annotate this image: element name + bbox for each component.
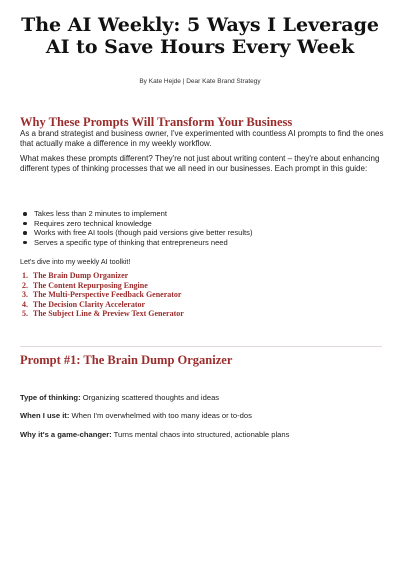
bullet-dot-icon — [23, 241, 27, 245]
bullet-dot-icon — [23, 231, 27, 235]
detail-label: Type of thinking: — [20, 393, 81, 402]
toolkit-lead-in: Let's dive into my weekly AI toolkit! — [20, 257, 131, 266]
toolkit-item-number: 4. — [22, 299, 28, 309]
toolkit-item-number: 5. — [22, 309, 28, 319]
toolkit-item[interactable] — [22, 309, 352, 319]
detail-text: Turns mental chaos into structured, actionable plans — [113, 430, 290, 439]
toolkit-item-label: The Content Repurposing Engine — [32, 280, 148, 290]
prompt-1-detail-why — [20, 430, 385, 440]
prompt-1-heading: Prompt #1: The Brain Dump Organizer — [20, 353, 233, 367]
section-divider — [20, 346, 382, 347]
toolkit-list — [22, 271, 352, 319]
toolkit-item-label: The Brain Dump Organizer — [32, 271, 129, 280]
toolkit-item[interactable] — [22, 300, 352, 310]
benefit-item — [20, 228, 380, 238]
toolkit-item-number: 3. — [22, 290, 28, 300]
intro-paragraph-1: As a brand strategist and business owner, I've experimented with countless AI prompts to find the ones that actually make a difference in my weekly workflow. — [20, 129, 384, 148]
detail-text: Organizing scattered thoughts and ideas — [82, 393, 220, 402]
toolkit-item-label: The Decision Clarity Accelerator — [32, 299, 146, 309]
intro-paragraph-2: What makes these prompts different? They're not just about writing content – they're about enhancing different types of thinking processes that we all need in our businesses. Each prompt in this guide: — [20, 154, 380, 173]
toolkit-item-number: 2. — [22, 280, 28, 290]
benefit-text: Works with free AI tools (though paid versions give better results) — [34, 228, 253, 237]
prompt-1-detail-when — [20, 411, 385, 421]
toolkit-item-label: The Subject Line & Preview Text Generator — [32, 309, 184, 319]
toolkit-item[interactable] — [22, 271, 352, 281]
toolkit-item-number: 1. — [22, 271, 28, 280]
toolkit-item-label: The Multi-Perspective Feedback Generator — [32, 290, 182, 300]
benefit-item — [20, 219, 380, 229]
benefit-item — [20, 238, 380, 248]
benefits-list — [20, 209, 380, 247]
title-line-2: AI to Save Hours Every Week — [45, 36, 355, 58]
bullet-dot-icon — [23, 222, 27, 226]
byline: By Kate Hejde | Dear Kate Brand Strategy — [139, 78, 261, 85]
title-line-1: The AI Weekly: 5 Ways I Leverage — [21, 14, 379, 36]
bullet-dot-icon — [23, 212, 27, 216]
detail-label: When I use it: — [20, 411, 70, 420]
detail-text: When I'm overwhelmed with too many ideas or to-dos — [71, 411, 252, 420]
prompt-1-detail-type — [20, 393, 385, 403]
benefit-text: Serves a specific type of thinking that entrepreneurs need — [34, 237, 228, 247]
detail-label: Why it's a game-changer: — [20, 430, 112, 439]
toolkit-item[interactable] — [22, 290, 352, 300]
section-heading-why: Why These Prompts Will Transform Your Business — [20, 115, 293, 129]
toolkit-item[interactable] — [22, 281, 352, 291]
benefit-item — [20, 209, 380, 219]
benefit-text: Requires zero technical knowledge — [34, 218, 152, 228]
document-title — [10, 14, 390, 58]
benefit-text: Takes less than 2 minutes to implement — [34, 209, 167, 218]
